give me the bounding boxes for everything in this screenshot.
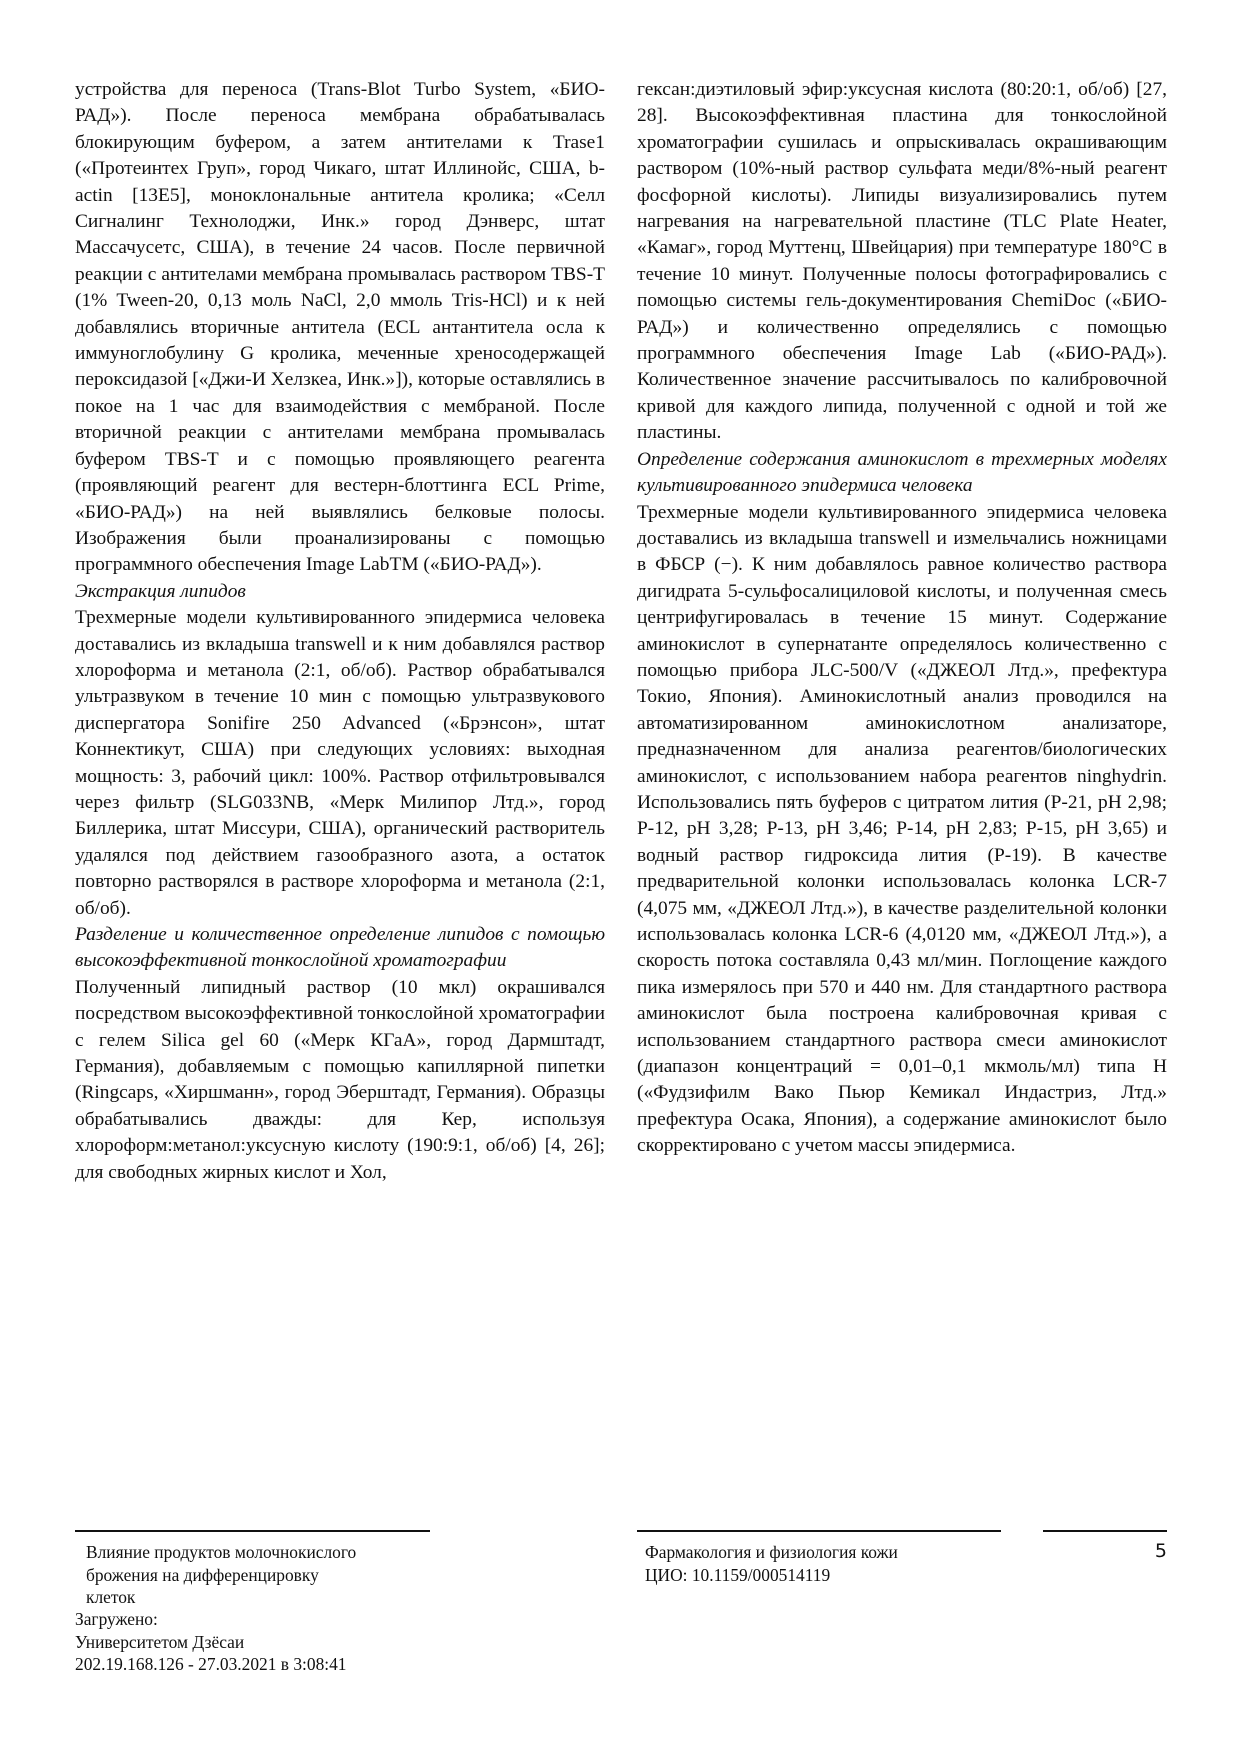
- footer-title-line: брожения на дифференцировку: [86, 1564, 319, 1585]
- page-number: 5: [1154, 1540, 1167, 1562]
- footer-rule-right: [1043, 1530, 1167, 1532]
- body-paragraph: Полученный липидный раствор (10 мкл) окрашивался посредством высокоэффективной тонкослойной хроматографии с гелем Silica gel 60 («Мерк КГаА», город Дармштадт, Германия), добавляемым с помощью капиллярной пипетки (Ringcaps, «Хиршманн», город Эберштадт, Германия). Образцы обрабатывались дважды: для Кер, используя хлороформ:метанол:уксусную кислоту (190:9:1, об/об) [4, 26]; для свободных жирных кислот и Хол,: [75, 976, 605, 1183]
- footer-article-title: [86, 1541, 356, 1609]
- footer-title-line: Влияние продуктов молочнокислого: [86, 1542, 357, 1562]
- section-subheading: Определение содержания аминокислот в трехмерных моделях культивированного эпидермиса человека: [637, 448, 1167, 497]
- footer-doi: ЦИО: 10.1159/000514119: [645, 1564, 831, 1585]
- body-paragraph: устройства для переноса (Trans-Blot Turbo System, «БИО-РАД»). После переноса мембрана обрабатывалась блокирующим буфером, а затем антителами к Trase1 («Протеинтех Груп», город Чикаго, штат Иллинойс, США, b-actin [13E5], моноклональные антитела кролика; «Селл Сигналинг Технолоджи, Инк.» город Дэнверс, штат Массачусетс, США), в течение 24 часов. После первичной реакции с антителами мембрана промывалась раствором TBS-T (1% Tween-20, 0,13 моль NaCl, 2,0 ммоль Tris-HCl) и к ней добавлялись вторичные антитела (ECL антантитела осла к иммуноглобулину G кролика, меченные хреносодержащей пероксидазой [«Джи-И Хелзкеа, Инк.»]), которые оставлялись в покое на 1 час для взаимодействия с мембраной. После вторичной реакции с антителами мембрана промывалась буфером TBS-T и с помощью проявляющего реагента (проявляющий реагент для вестерн-блоттинга ECL Prime, «БИО-РАД») на ней выявлялись белковые полосы. Изображения были проанализированы с помощью программного обеспечения Image LabTM («БИО-РАД»).: [75, 79, 605, 576]
- footer-download-line: 202.19.168.126 - 27.03.2021 в 3:08:41: [75, 1654, 347, 1674]
- footer-rule-left: [75, 1530, 430, 1532]
- footer-journal-name: Фармакология и физиология кожи: [645, 1542, 898, 1562]
- footer-rule-middle: [637, 1530, 1001, 1532]
- body-paragraph: Трехмерные модели культивированного эпидермиса человека доставались из вкладыша transwell и к ним добавлялся раствор хлороформа и метанола (2:1, об/об). Раствор обрабатывался ультразвуком в течение 10 мин с помощью ультразвукового диспергатора Sonifire 250 Advanced («Брэнсон», штат Коннектикут, США) при следующих условиях: выходная мощность: 3, рабочий цикл: 100%. Раствор отфильтровывался через фильтр (SLG033NB, «Мерк Милипор Лтд.», город Биллерика, штат Миссури, США), органический растворитель удалялся под действием газообразного азота, а остаток повторно растворялся в растворе хлороформа и метанола (2:1, об/об).: [75, 607, 605, 919]
- body-paragraph: гексан:диэтиловый эфир:уксусная кислота (80:20:1, об/об) [27, 28]. Высокоэффективная пластина для тонкослойной хроматографии сушилась и опрыскивалась окрашивающим раствором (10%-ный раствор сульфата меди/8%-ный реагент фосфорной кислоты). Липиды визуализировались путем нагревания на нагревательной пластине (TLC Plate Heater, «Камаг», город Муттенц, Швейцария) при температуре 180°C в течение 10 минут. Полученные полосы фотографировались с помощью системы гель-документирования ChemiDoc («БИО-РАД») и количественно определялись с помощью программного обеспечения Image Lab («БИО-РАД»). Количественное значение рассчитывалось по калибровочной кривой для каждого липида, полученной с одной и той же пластины.: [637, 79, 1167, 444]
- left-column: [75, 77, 605, 1186]
- footer-download-info: [75, 1608, 346, 1676]
- footer-journal-info: [645, 1541, 898, 1586]
- body-paragraph: Трехмерные модели культивированного эпидермиса человека доставались из вкладыша transwell и измельчались ножницами в ФБСР (−). К ним добавлялось равное количество раствора дигидрата 5-сульфосалициловой кислоты, и полученная смесь центрифугировалась в течение 15 минут. Содержание аминокислот в супернатанте определялось количественно с помощью прибора JLC-500/V («ДЖЕОЛ Лтд.», префектура Токио, Япония). Аминокислотный анализ проводился на автоматизированном аминокислотном анализаторе, предназначенном для анализа реагентов/биологических аминокислот, с использованием набора реагентов ninghydrin. Использовались пять буферов с цитратом лития (P-21, pH 2,98; P-12, pH 3,28; P-13, pH 3,46; P-14, pH 2,83; P-15, pH 3,65) и водный раствор гидроксида лития (P-19). В качестве предварительной колонки использовалась колонка LCR-7 (4,075 мм, «ДЖЕОЛ Лтд.»), в качестве разделительной колонки использовалась колонка LCR-6 (4,0120 мм, «ДЖЕОЛ Лтд.»), а скорость потока составляла 0,43 мл/мин. Поглощение каждого пика измерялось при 570 и 440 нм. Для стандартного раствора аминокислот была построена калибровочная кривая с использованием стандартного раствора смеси аминокислот (диапазон концентраций = 0,01–0,1 мкмоль/мл) типа H («Фудзифилм Вако Пьюр Кемикал Индастриз, Лтд.» префектура Осака, Япония), а содержание аминокислот было скорректировано с учетом массы эпидермиса.: [637, 501, 1167, 1157]
- footer-title-line: клеток: [86, 1587, 136, 1607]
- footer-download-line: Университетом Дзёсаи: [75, 1631, 245, 1652]
- section-subheading: Экстракция липидов: [75, 580, 246, 602]
- section-subheading: Разделение и количественное определение липидов с помощью высокоэффективной тонкослойной хроматографии: [75, 924, 605, 972]
- footer-download-line: Загружено:: [75, 1609, 158, 1629]
- right-column: [637, 77, 1167, 1160]
